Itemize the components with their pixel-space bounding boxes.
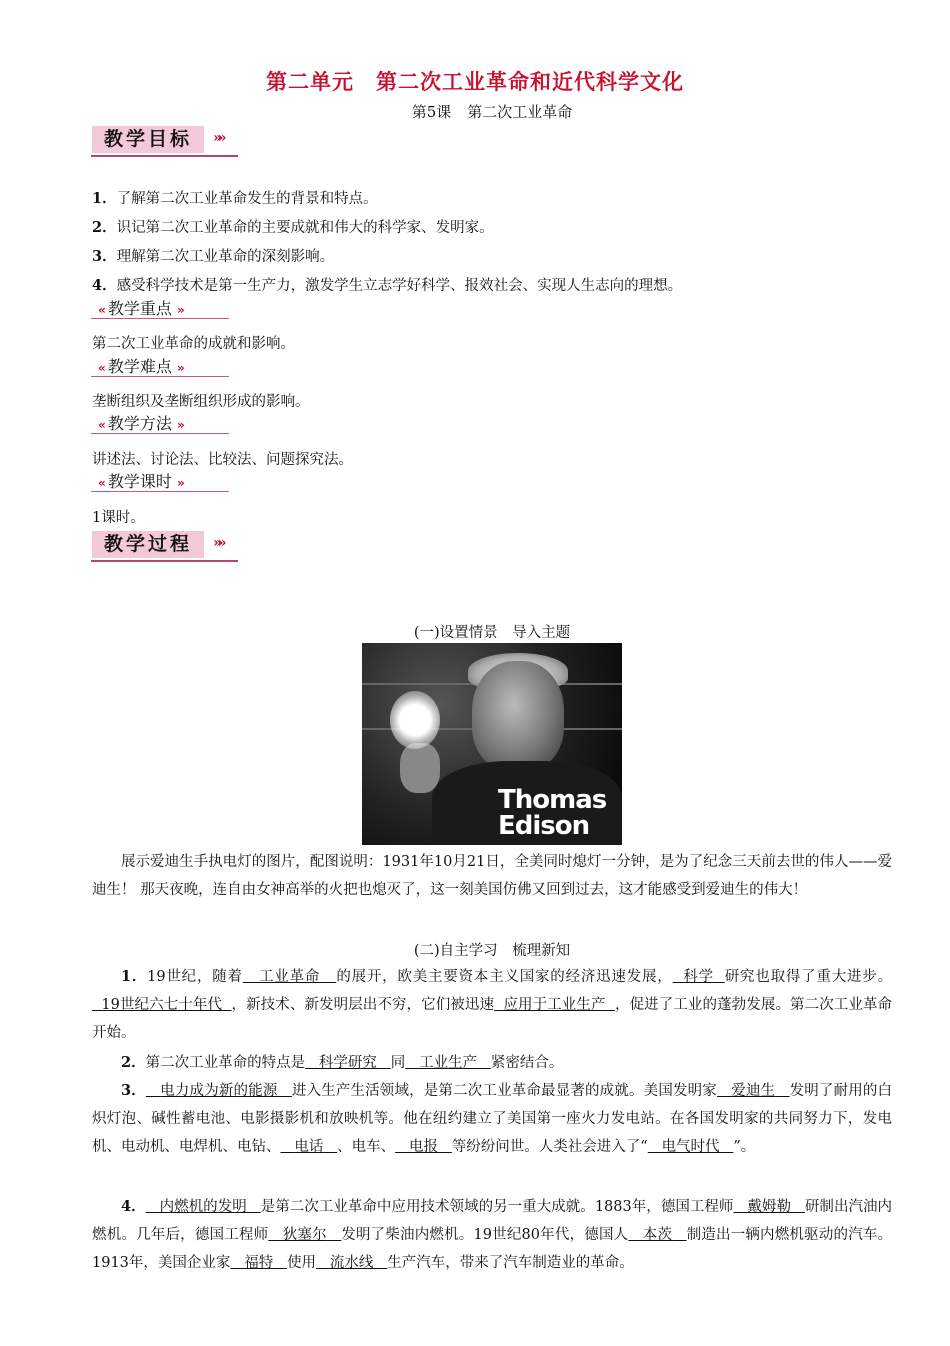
blank-answer: 本茨 [642, 1227, 673, 1243]
section1-title: (一)设置情景 导入主题 [413, 625, 571, 641]
section2-item-2: 2．第二次工业革命的特点是 科学研究 同 工业生产 紧密结合。 [121, 1054, 564, 1071]
lesson-name: 第二次工业革命 [467, 103, 573, 121]
hours-text: 1课时。 [92, 510, 145, 526]
unit-label: 第二单元 [266, 70, 354, 94]
double-arrow-left-icon: « [98, 418, 103, 432]
blank-answer: 流水线 [329, 1255, 374, 1271]
double-arrow-left-icon: « [98, 303, 103, 317]
difficulties-heading [91, 354, 229, 378]
section1-paragraph: 展示爱迪生手执电灯的图片，配图说明：1931年10月21日，全美同时熄灯一分钟，是为了纪念三天前去世的伟人——爱迪生！ 那天夜晚，连自由女神高举的火把也熄灭了，这一刻美国仿佛又回到过去，这才能感受到爱迪生的伟大！ [92, 854, 892, 898]
methods-text: 讲述法、讨论法、比较法、问题探究法。 [92, 452, 353, 468]
objectives-heading-label: 教学目标 [92, 126, 204, 153]
section2-item-3: 3． 电力成为新的能源 进入生产生活领域，是第二次工业革命最显著的成就。美国发明家 爱迪生 发明了耐用的白炽灯泡、碱性蓄电池、电影摄影机和放映机等。他在纽约建立了美国第一座火力发电站。在各国发明家的共同努力下，发电机、电动机、电焊机、电钻、 电话 、电车、 电报 等纷纷问世。人类社会进入了“ 电气时代 ”。 [92, 1082, 893, 1155]
blank-answer: 应用于工业生产 [503, 997, 606, 1013]
blank-answer: 科学研究 [318, 1055, 377, 1071]
section2-item-1: 1．19世纪，随着 工业革命 的展开，欧美主要资本主义国家的经济迅速发展， 科学 研究也取得了重大进步。 19世纪六七十年代 ，新技术、新发明层出不穷，它们被迅速 应用于工业生产 ，促进了工业的蓬勃发展。第二次工业革命开始。 [92, 968, 893, 1041]
photo-caption: Thomas Edison [498, 785, 607, 841]
methods-heading [91, 411, 229, 435]
blank-answer: 科学 [683, 969, 714, 985]
section2-title: (二)自主学习 梳理新知 [413, 943, 571, 959]
key-points-heading [91, 296, 229, 320]
blank-answer: 19世纪六七十年代 [101, 997, 223, 1013]
blank-answer: 爱迪生 [731, 1083, 776, 1099]
methods-label: 教学方法 [107, 414, 172, 433]
objective-item: 1．了解第二次工业革命发生的背景和特点。 [92, 190, 378, 207]
blank-answer: 电报 [408, 1139, 438, 1155]
objective-item: 2．识记第二次工业革命的主要成就和伟大的科学家、发明家。 [92, 219, 494, 236]
section2-item-4: 4． 内燃机的发明 是第二次工业革命中应用技术领域的另一重大成就。1883年，德国工程师 戴姆勒 研制出汽油内燃机。几年后，德国工程师 狄塞尔 发明了柴油内燃机。19世纪80年代，德国人 本茨 制造出一辆内燃机驱动的汽车。1913年，美国企业家 福特 使用 流水线 生产汽车，带来了汽车制造业的革命。 [92, 1198, 893, 1271]
key-points-label: 教学重点 [107, 299, 172, 318]
blank-answer: 福特 [244, 1255, 274, 1271]
double-arrow-right-icon: » [176, 303, 182, 317]
lesson-label: 第5课 [411, 103, 452, 121]
double-arrow-left-icon: « [98, 361, 103, 375]
double-arrow-right-icon: » [176, 418, 182, 432]
light-bulb-icon [390, 691, 440, 749]
process-heading [91, 529, 238, 562]
blank-answer: 狄塞尔 [282, 1227, 327, 1243]
blank-answer: 电话 [294, 1139, 324, 1155]
double-arrow-icon: »» [213, 535, 223, 551]
objective-item: 3．理解第二次工业革命的深刻影响。 [92, 248, 335, 265]
blank-answer: 工业生产 [419, 1055, 478, 1071]
difficulties-label: 教学难点 [107, 357, 172, 376]
hours-label: 教学课时 [107, 472, 172, 491]
lesson-title [0, 101, 950, 122]
process-heading-label: 教学过程 [92, 531, 204, 558]
blank-answer: 电力成为新的能源 [160, 1083, 278, 1099]
blank-answer: 工业革命 [259, 969, 321, 985]
double-arrow-right-icon: » [176, 361, 182, 375]
double-arrow-icon: »» [213, 130, 223, 146]
double-arrow-left-icon: « [98, 476, 103, 490]
objectives-heading [91, 124, 238, 157]
unit-title [0, 66, 950, 96]
objective-item: 4．感受科学技术是第一生产力，激发学生立志学好科学、报效社会、实现人生志向的理想。 [92, 277, 683, 294]
blank-answer: 电气时代 [661, 1139, 720, 1155]
edison-photo [362, 643, 622, 845]
key-points-text: 第二次工业革命的成就和影响。 [92, 336, 295, 352]
unit-name: 第二次工业革命和近代科学文化 [376, 70, 684, 94]
blank-answer: 戴姆勒 [747, 1199, 791, 1215]
blank-answer: 内燃机的发明 [159, 1199, 247, 1215]
double-arrow-right-icon: » [176, 476, 182, 490]
difficulties-text: 垄断组织及垄断组织形成的影响。 [92, 394, 310, 410]
hours-heading [91, 469, 229, 493]
